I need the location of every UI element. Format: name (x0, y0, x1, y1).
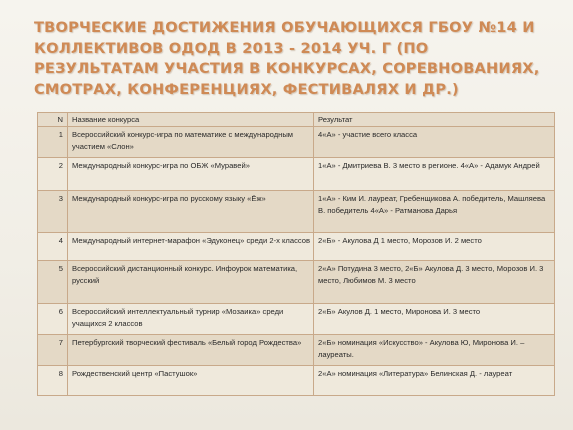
contest-name: Петербургский творческий фестиваль «Белый город Рождества» (68, 335, 314, 366)
contest-name: Всероссийский интеллектуальный турнир «Мозаика» среди учащихся 2 классов (68, 304, 314, 335)
contest-name: Международный конкурс-игра по ОБЖ «Муравей» (68, 158, 314, 191)
row-number: 5 (38, 261, 68, 304)
contest-result: 2«Б» Акулов Д. 1 место, Миронова И. 3 место (314, 304, 555, 335)
contest-result: 2«Б» номинация «Искусство» - Акулова Ю, Миронова И. – лауреаты. (314, 335, 555, 366)
contest-result: 2«Б» - Акулова Д 1 место, Морозов И. 2 место (314, 233, 555, 261)
row-number: 7 (38, 335, 68, 366)
row-number: 6 (38, 304, 68, 335)
contest-name: Рождественский центр «Пастушок» (68, 366, 314, 396)
column-header-result: Результат (314, 113, 555, 127)
table-row (38, 261, 555, 304)
contest-result: 1«А» - Дмитриева В. 3 место в регионе. 4«А» - Адамук Андрей (314, 158, 555, 191)
row-number: 3 (38, 191, 68, 233)
achievements-table (37, 112, 555, 396)
row-number: 4 (38, 233, 68, 261)
table-row (38, 366, 555, 396)
contest-result: 2«А» номинация «Литература» Белинская Д. - лауреат (314, 366, 555, 396)
contest-name: Международный интернет-марафон «Эдуконец» среди 2-х классов (68, 233, 314, 261)
contest-name: Международный конкурс-игра по русскому языку «Ёж» (68, 191, 314, 233)
row-number: 1 (38, 127, 68, 158)
contest-name: Всероссийский дистанционный конкурс. Инфоурок математика, русский (68, 261, 314, 304)
contest-result: 1«А» - Ким И. лауреат, Гребенщикова А. победитель, Машляева В. победитель 4«А» - Ратманова Дарья (314, 191, 555, 233)
contest-name: Всероссийский конкурс-игра по математике с международным участием «Слон» (68, 127, 314, 158)
table-row (38, 158, 555, 191)
column-header-number: N (38, 113, 68, 127)
table-row (38, 191, 555, 233)
table-header-row (38, 113, 555, 127)
table-row (38, 304, 555, 335)
contest-result: 4«А» - участие всего класса (314, 127, 555, 158)
table-row (38, 335, 555, 366)
contest-result: 2«А» Потудина 3 место, 2«Б» Акулова Д. 3 место, Морозов И. 3 место, Любимов М. 3 место (314, 261, 555, 304)
table-row (38, 127, 555, 158)
row-number: 2 (38, 158, 68, 191)
column-header-contest: Название конкурса (68, 113, 314, 127)
slide-title: ТВОРЧЕСКИЕ ДОСТИЖЕНИЯ ОБУЧАЮЩИХСЯ ГБОУ №14 И КОЛЛЕКТИВОВ ОДОД В 2013 - 2014 УЧ. Г (ПО РЕЗУЛЬТАТАМ УЧАСТИЯ В КОНКУРСАХ, СОРЕВНОВАНИЯХ, СМОТРАХ, КОНФЕРЕНЦИЯХ, ФЕСТИВАЛЯХ И ДР.) (34, 19, 540, 98)
row-number: 8 (38, 366, 68, 396)
table-row (38, 233, 555, 261)
